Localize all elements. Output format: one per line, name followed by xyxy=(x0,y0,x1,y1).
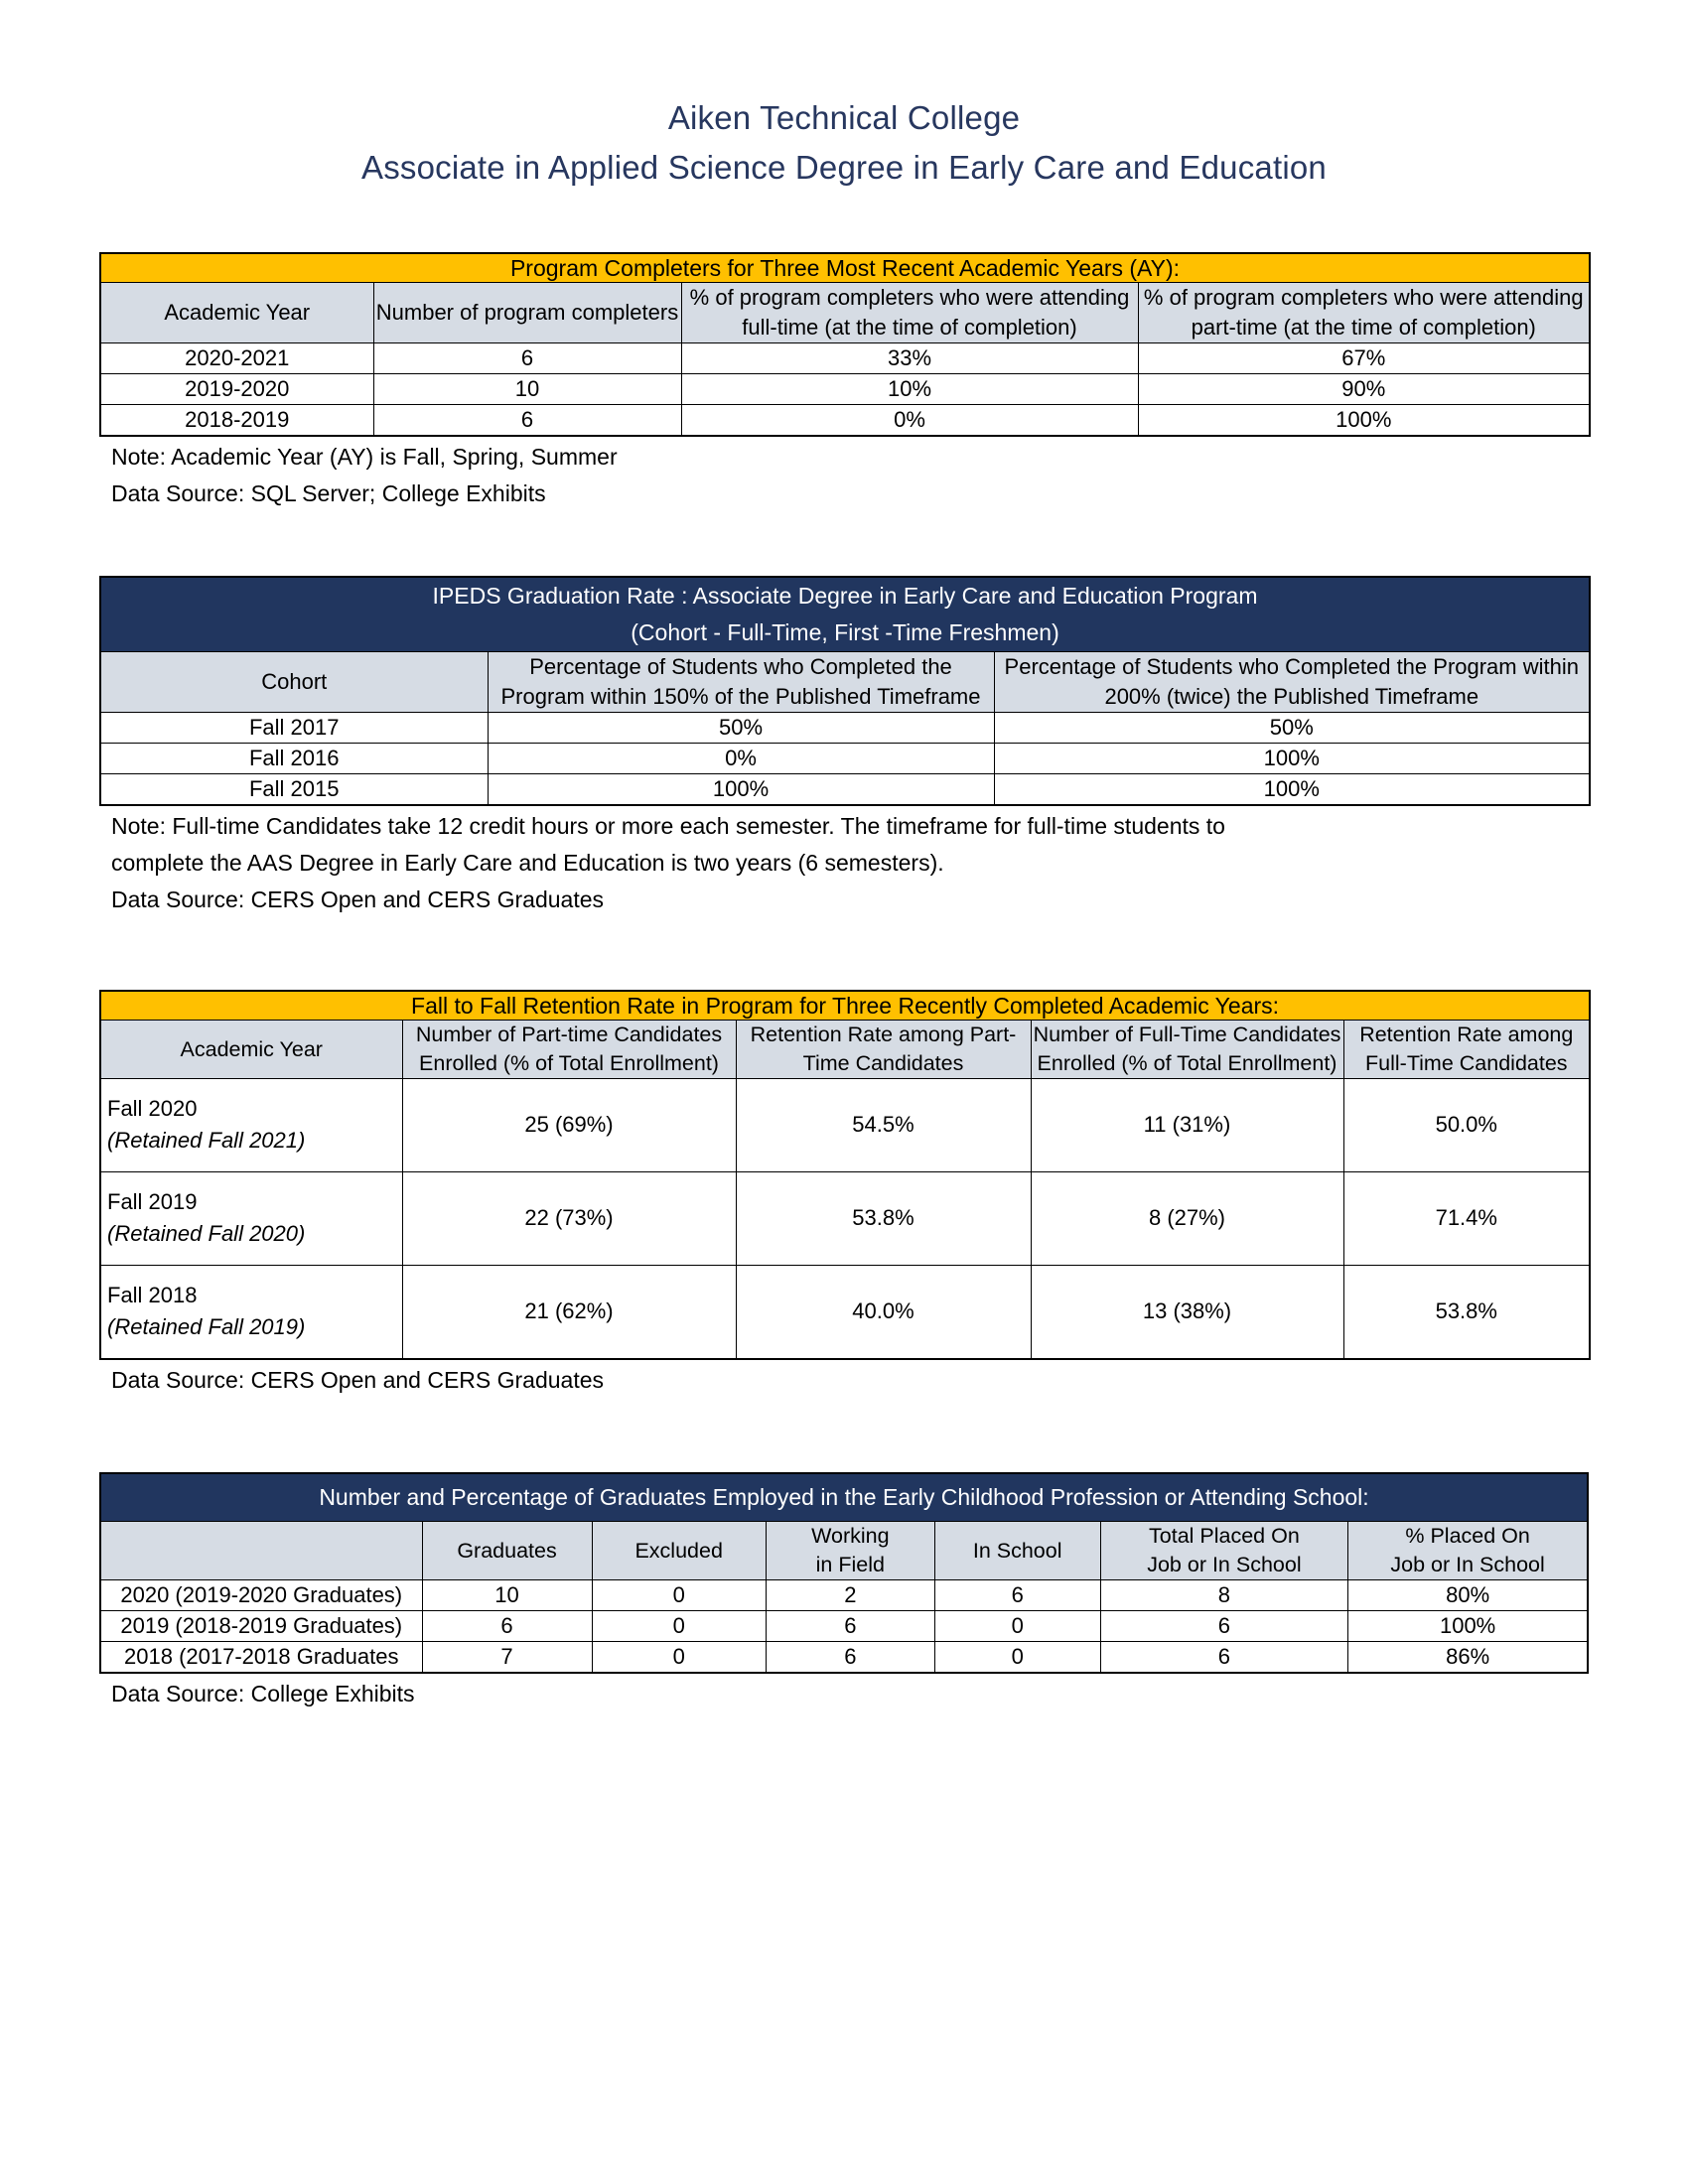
cell-cohort: Fall 2015 xyxy=(100,774,488,806)
cell-working-in-field: 6 xyxy=(766,1611,934,1642)
cell-parttime-retention: 53.8% xyxy=(736,1172,1031,1266)
cell-in-school: 0 xyxy=(934,1611,1100,1642)
column-header-number-completers: Number of program completers xyxy=(373,283,681,343)
cell-parttime-retention: 40.0% xyxy=(736,1266,1031,1360)
column-header-total-placed-line-2: Job or In School xyxy=(1147,1553,1302,1576)
cell-fulltime-enrolled: 8 (27%) xyxy=(1031,1172,1343,1266)
cell-pct-fulltime: 0% xyxy=(681,405,1138,437)
cell-pct-parttime: 100% xyxy=(1138,405,1590,437)
cell-pct-placed: 86% xyxy=(1348,1642,1588,1674)
ipeds-banner-line-2: (Cohort - Full-Time, First -Time Freshmen) xyxy=(631,619,1059,645)
table-row xyxy=(100,744,1590,774)
table-header-row xyxy=(100,1021,1590,1079)
cell-200-pct: 100% xyxy=(994,774,1590,806)
placement-notes xyxy=(111,1674,1581,1710)
cell-200-pct: 50% xyxy=(994,713,1590,744)
cell-number-completers: 6 xyxy=(373,343,681,374)
cell-fulltime-retention: 50.0% xyxy=(1343,1079,1590,1172)
placement-banner: Number and Percentage of Graduates Employed in the Early Childhood Profession or Attending School: xyxy=(100,1473,1588,1522)
table-row xyxy=(100,774,1590,806)
page-title-line-1: Aiken Technical College xyxy=(667,99,1021,136)
note-academic-year-definition: Note: Academic Year (AY) is Fall, Spring, Summer xyxy=(111,444,618,470)
table-row xyxy=(100,343,1590,374)
table-banner-row xyxy=(100,1473,1588,1522)
column-header-excluded: Excluded xyxy=(592,1522,766,1580)
cell-fulltime-enrolled: 13 (38%) xyxy=(1031,1266,1343,1360)
cell-total-placed: 8 xyxy=(1100,1580,1348,1611)
cell-200-pct: 100% xyxy=(994,744,1590,774)
cell-parttime-retention: 54.5% xyxy=(736,1079,1031,1172)
cell-graduates: 10 xyxy=(422,1580,592,1611)
cell-cohort: Fall 2016 xyxy=(100,744,488,774)
cell-graduates: 6 xyxy=(422,1611,592,1642)
cell-academic-year xyxy=(100,1079,402,1172)
column-header-working-line-2: in Field xyxy=(815,1553,885,1576)
ipeds-banner xyxy=(100,577,1590,652)
program-completers-table xyxy=(99,252,1591,437)
cell-academic-year: 2020-2021 xyxy=(100,343,373,374)
note-data-source: Data Source: SQL Server; College Exhibits xyxy=(111,480,546,506)
table-row xyxy=(100,1580,1588,1611)
cell-150-pct: 0% xyxy=(488,744,994,774)
note-data-source: Data Source: CERS Open and CERS Graduates xyxy=(111,1367,605,1393)
cell-parttime-enrolled: 21 (62%) xyxy=(402,1266,736,1360)
cell-150-pct: 100% xyxy=(488,774,994,806)
column-header-working-in-field xyxy=(766,1522,934,1580)
table-row xyxy=(100,1266,1590,1360)
table-row xyxy=(100,1642,1588,1674)
column-header-fulltime-enrolled: Number of Full-Time Candidates Enrolled (% of Total Enrollment) xyxy=(1031,1021,1343,1079)
note-data-source: Data Source: College Exhibits xyxy=(111,1681,415,1706)
cell-year-main: Fall 2019 xyxy=(107,1189,198,1214)
table-banner-row xyxy=(100,991,1590,1021)
cell-pct-fulltime: 33% xyxy=(681,343,1138,374)
cell-parttime-enrolled: 22 (73%) xyxy=(402,1172,736,1266)
cell-150-pct: 50% xyxy=(488,713,994,744)
cell-academic-year: 2019-2020 xyxy=(100,374,373,405)
table-header-row xyxy=(100,652,1590,713)
cell-cohort: Fall 2017 xyxy=(100,713,488,744)
cell-total-placed: 6 xyxy=(1100,1642,1348,1674)
graduate-placement-table xyxy=(99,1472,1589,1674)
column-header-pct-fulltime: % of program completers who were attending full-time (at the time of completion) xyxy=(681,283,1138,343)
cell-pct-parttime: 90% xyxy=(1138,374,1590,405)
cell-year-main: Fall 2020 xyxy=(107,1096,198,1121)
fall-to-fall-retention-table xyxy=(99,990,1591,1360)
cell-number-completers: 10 xyxy=(373,374,681,405)
column-header-total-placed xyxy=(1100,1522,1348,1580)
cell-excluded: 0 xyxy=(592,1580,766,1611)
retention-banner: Fall to Fall Retention Rate in Program for Three Recently Completed Academic Years: xyxy=(100,991,1590,1021)
column-header-blank xyxy=(100,1522,422,1580)
ipeds-banner-line-1: IPEDS Graduation Rate : Associate Degree in Early Care and Education Program xyxy=(432,583,1258,609)
ipeds-graduation-rate-table xyxy=(99,576,1591,806)
note-fulltime-definition-line-1: Note: Full-time Candidates take 12 credit hours or more each semester. The timeframe for full-time students to xyxy=(111,813,1225,839)
cell-academic-year xyxy=(100,1172,402,1266)
cell-parttime-enrolled: 25 (69%) xyxy=(402,1079,736,1172)
note-fulltime-definition-line-2: complete the AAS Degree in Early Care and Education is two years (6 semesters). xyxy=(111,850,944,876)
table-banner-row xyxy=(100,577,1590,652)
retention-notes xyxy=(111,1360,1581,1397)
column-header-parttime-retention: Retention Rate among Part-Time Candidates xyxy=(736,1021,1031,1079)
table-row xyxy=(100,1172,1590,1266)
table-row xyxy=(100,1079,1590,1172)
column-header-graduates: Graduates xyxy=(422,1522,592,1580)
cell-fulltime-enrolled: 11 (31%) xyxy=(1031,1079,1343,1172)
column-header-fulltime-retention: Retention Rate among Full-Time Candidates xyxy=(1343,1021,1590,1079)
table-header-row xyxy=(100,283,1590,343)
column-header-pct-placed-line-2: Job or In School xyxy=(1390,1553,1545,1576)
cell-excluded: 0 xyxy=(592,1611,766,1642)
page-title-line-2: Associate in Applied Science Degree in Early Care and Education xyxy=(360,149,1327,186)
column-header-academic-year: Academic Year xyxy=(100,283,373,343)
column-header-cohort: Cohort xyxy=(100,652,488,713)
program-completers-banner: Program Completers for Three Most Recent Academic Years (AY): xyxy=(100,253,1590,283)
cell-grad-year: 2020 (2019-2020 Graduates) xyxy=(100,1580,422,1611)
table-row xyxy=(100,374,1590,405)
cell-grad-year: 2019 (2018-2019 Graduates) xyxy=(100,1611,422,1642)
cell-in-school: 0 xyxy=(934,1642,1100,1674)
ipeds-notes xyxy=(111,806,1581,916)
column-header-150-timeframe: Percentage of Students who Completed the Program within 150% of the Published Timeframe xyxy=(488,652,994,713)
cell-fulltime-retention: 53.8% xyxy=(1343,1266,1590,1360)
cell-year-retained: (Retained Fall 2021) xyxy=(107,1128,306,1153)
cell-pct-parttime: 67% xyxy=(1138,343,1590,374)
cell-pct-fulltime: 10% xyxy=(681,374,1138,405)
cell-in-school: 6 xyxy=(934,1580,1100,1611)
column-header-academic-year: Academic Year xyxy=(100,1021,402,1079)
column-header-200-timeframe: Percentage of Students who Completed the Program within 200% (twice) the Published Timeframe xyxy=(994,652,1590,713)
cell-grad-year: 2018 (2017-2018 Graduates xyxy=(100,1642,422,1674)
column-header-working-line-1: Working xyxy=(811,1524,890,1548)
note-data-source: Data Source: CERS Open and CERS Graduates xyxy=(111,887,605,912)
cell-academic-year: 2018-2019 xyxy=(100,405,373,437)
column-header-pct-parttime: % of program completers who were attending part-time (at the time of completion) xyxy=(1138,283,1590,343)
table-row xyxy=(100,1611,1588,1642)
program-completers-notes xyxy=(111,437,1581,510)
cell-year-main: Fall 2018 xyxy=(107,1283,198,1307)
cell-working-in-field: 6 xyxy=(766,1642,934,1674)
column-header-total-placed-line-1: Total Placed On xyxy=(1149,1524,1300,1548)
cell-year-retained: (Retained Fall 2020) xyxy=(107,1221,306,1246)
cell-year-retained: (Retained Fall 2019) xyxy=(107,1314,306,1339)
column-header-in-school: In School xyxy=(934,1522,1100,1580)
cell-number-completers: 6 xyxy=(373,405,681,437)
column-header-parttime-enrolled: Number of Part-time Candidates Enrolled (% of Total Enrollment) xyxy=(402,1021,736,1079)
table-header-row xyxy=(100,1522,1588,1580)
cell-pct-placed: 80% xyxy=(1348,1580,1588,1611)
cell-pct-placed: 100% xyxy=(1348,1611,1588,1642)
column-header-pct-placed xyxy=(1348,1522,1588,1580)
cell-academic-year xyxy=(100,1266,402,1360)
table-row xyxy=(100,405,1590,437)
document-title-block xyxy=(0,0,1688,193)
table-banner-row xyxy=(100,253,1590,283)
cell-excluded: 0 xyxy=(592,1642,766,1674)
cell-fulltime-retention: 71.4% xyxy=(1343,1172,1590,1266)
cell-working-in-field: 2 xyxy=(766,1580,934,1611)
table-row xyxy=(100,713,1590,744)
column-header-pct-placed-line-1: % Placed On xyxy=(1405,1524,1530,1548)
cell-total-placed: 6 xyxy=(1100,1611,1348,1642)
cell-graduates: 7 xyxy=(422,1642,592,1674)
